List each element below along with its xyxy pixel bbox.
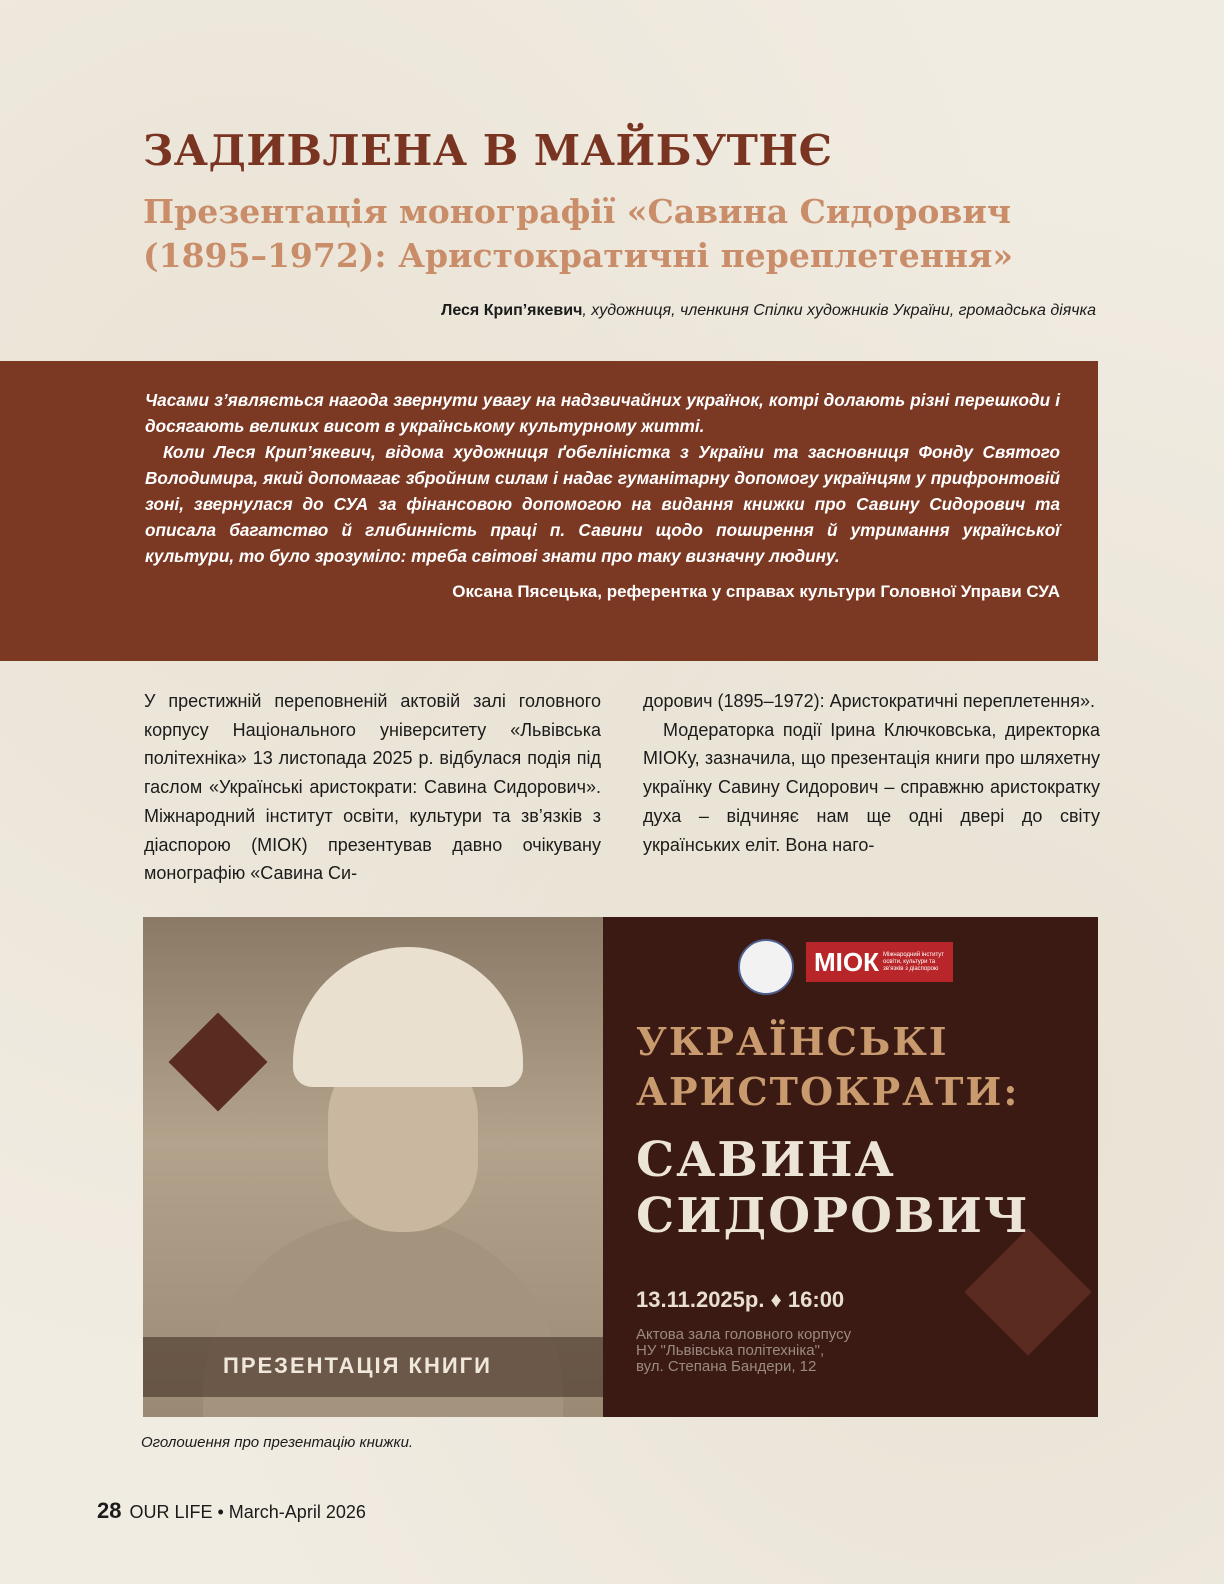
byline-author: Леся Крип’якевич (441, 302, 583, 319)
poster-address-line-3: вул. Степана Бандери, 12 (636, 1358, 817, 1375)
page-number: 28 (97, 1498, 122, 1523)
poster-headline-line-1: УКРАЇНСЬКІ (636, 1019, 949, 1064)
body-paragraph: дорович (1895–1972): Аристократичні переплетення». (643, 691, 1095, 711)
body-column-2 (643, 687, 1100, 859)
intro-box (0, 361, 1098, 661)
ornament-diamond (964, 1228, 1091, 1355)
poster-address-line-2: НУ "Львівська політехніка", (636, 1342, 825, 1359)
poster-name-line-1: САВИНА (636, 1132, 896, 1188)
article-subtitle: Презентація монографії «Савина Сидорович (1895–1972): Аристократичні переплетення» (143, 192, 1014, 275)
article-title: ЗАДИВЛЕНА В МАЙБУТНЄ (143, 126, 833, 175)
intro-signature: Оксана Пясецька, референтка у справах культури Головної Управи СУА (452, 582, 1060, 601)
body-column-1 (144, 687, 601, 888)
miok-logo-subtext: Міжнародний інститут освіти, культури та зв’язків з діаспорою (882, 951, 945, 972)
poster-headline-line-2: АРИСТОКРАТИ: (636, 1069, 1020, 1114)
page-footer (97, 1498, 366, 1524)
byline-role: , художниця, членкиня Спілки художників України, громадська діячка (582, 302, 1096, 319)
poster-name-line-2: СИДОРОВИЧ (636, 1188, 1030, 1244)
poster-band-label: ПРЕЗЕНТАЦІЯ КНИГИ (223, 1353, 492, 1378)
image-caption: Оголошення про презентацію книжки. (141, 1434, 414, 1451)
event-poster-image (143, 917, 1098, 1417)
poster-headline (636, 1017, 1019, 1117)
poster-date: 13.11.2025р. ♦ 16:00 (636, 1287, 845, 1312)
miok-logo (806, 942, 953, 982)
intro-paragraph-1: Часами з’являється нагода звернути увагу на надзвичайних українок, котрі долають різні перешкоди і досягають великих висот в українському культурному житті. (145, 390, 1060, 436)
university-seal-icon (738, 939, 794, 995)
poster-address (636, 1327, 851, 1375)
portrait-hat (293, 947, 523, 1087)
magazine-issue: OUR LIFE • March-April 2026 (129, 1502, 366, 1522)
poster-address-line-1: Актова зала головного корпусу (636, 1326, 852, 1343)
poster-name (636, 1132, 1030, 1244)
body-paragraph: Модераторка події Ірина Ключковська, директорка МІОКу, зазначила, що презентація книги про шляхетну українку Савину Сидорович – справжню аристократку духа – відчиняє нам ще одні двері до світу українських еліт. Вона наго- (643, 719, 1100, 855)
byline (441, 302, 1096, 320)
miok-logo-text: МІОК (814, 946, 879, 977)
intro-paragraph-2: Коли Леся Крип’якевич, відома художниця ґобеліністка з України та засновниця Фонду Святого Володимира, який допомагає збройним силам і надає гуманітарну допомогу українцям у прифронтовій зоні, звернулася до СУА за фінансовою допомогою на видання книжки про Савину Сидорович та описала багатство й глибинність праці п. Савини щодо поширення й утримання української культури, то було зрозуміло: треба світові знати про таку визначну людину. (145, 442, 1060, 566)
body-paragraph: У престижній переповненій актовій залі головного корпусу Національного університету «Львівська політехніка» 13 листопада 2025 р. відбулася подія під гаслом «Українські аристократи: Савина Сидорович». Міжнародний інститут освіти, культури та зв’язків з діаспорою (МІОК) презентував давно очікувану монографію «Савина Си- (144, 691, 601, 884)
